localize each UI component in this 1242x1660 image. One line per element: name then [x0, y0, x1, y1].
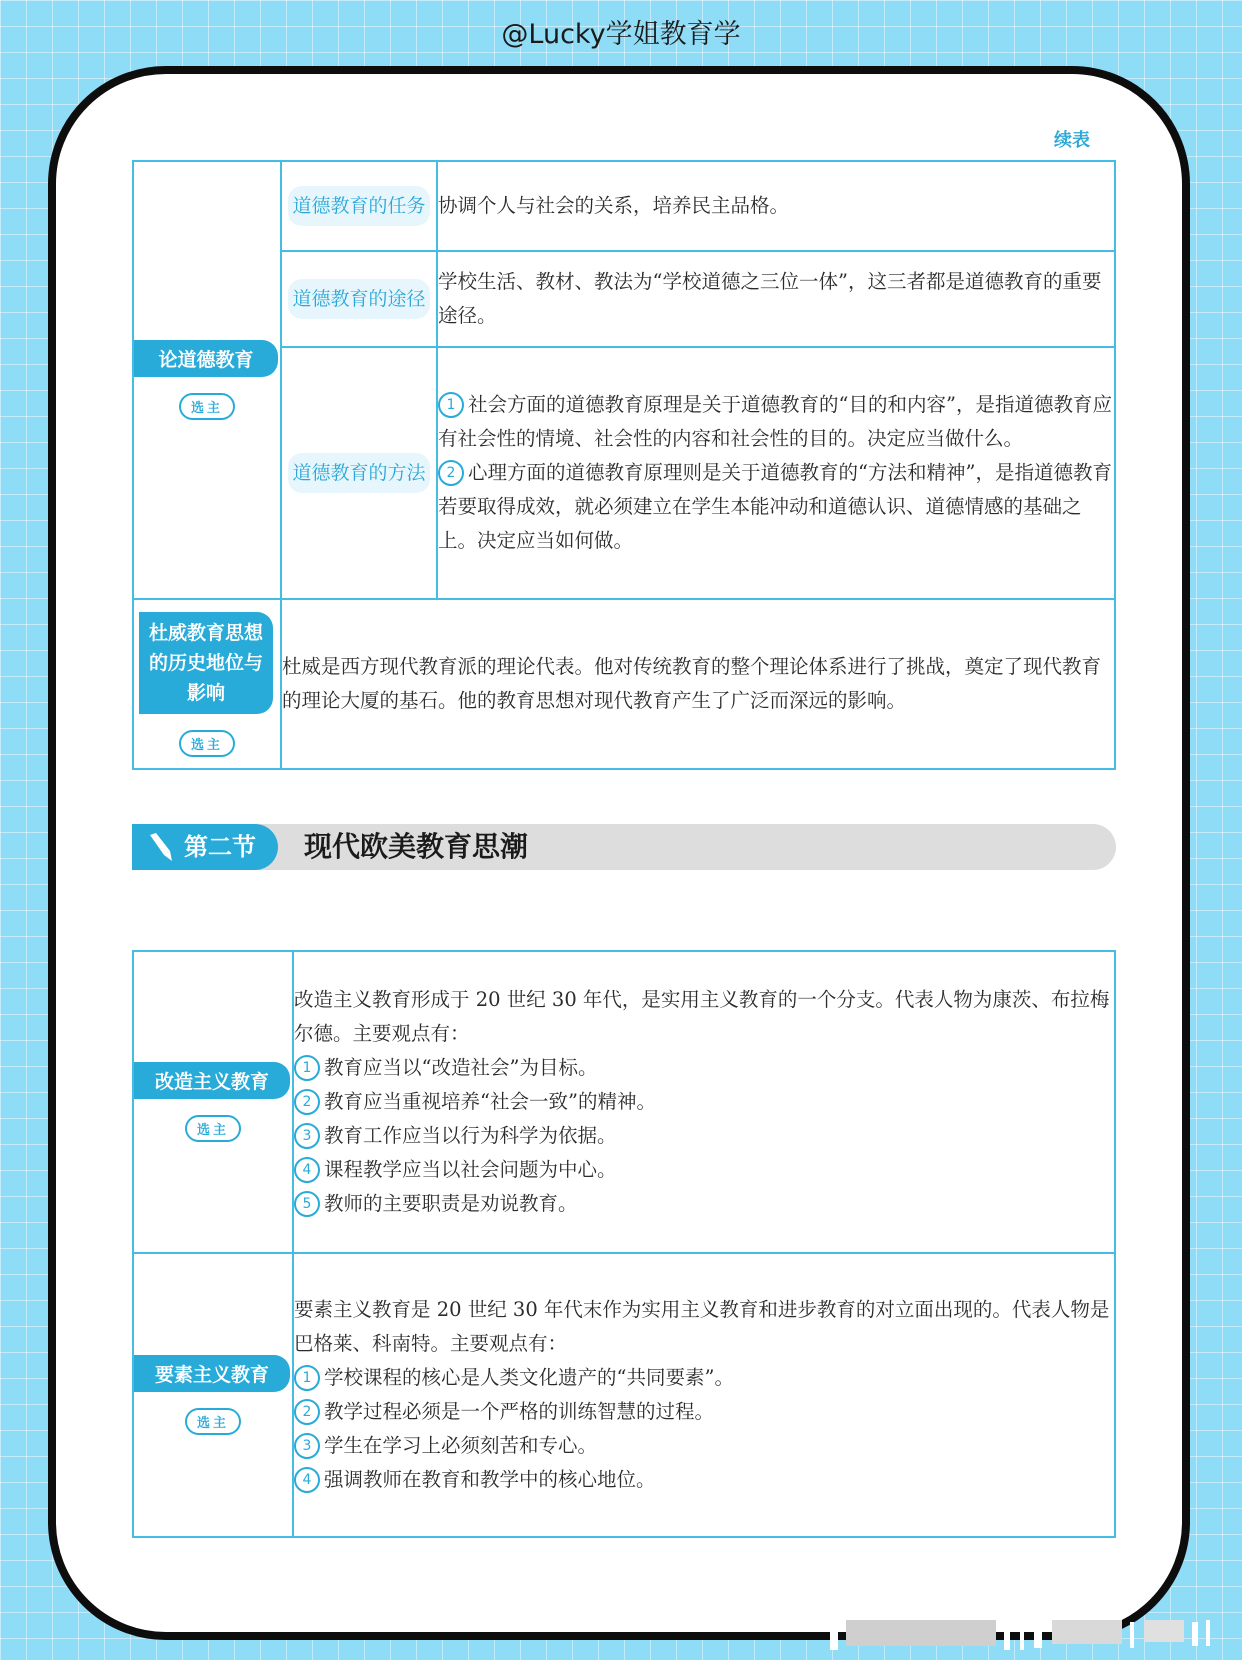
reconstruction-cell [133, 951, 293, 1253]
option-badge: 选主 [185, 1115, 241, 1142]
dewey-cell [133, 599, 281, 769]
text-cell [293, 951, 1115, 1253]
number-badge: 4 [294, 1157, 320, 1183]
sub-cell [281, 347, 437, 599]
watermark: @Lucky学姐教育学 [501, 19, 741, 50]
table-row [133, 1253, 1115, 1537]
number-badge: 2 [294, 1089, 320, 1115]
text-cell [293, 1253, 1115, 1537]
list-item: 2 心理方面的道德教育原理则是关于道德教育的“方法和精神”，是指道德教育若要取得成效，就必须建立在学生本能冲动和道德认识、道德情感的基础之上。决定应当如何做。 [438, 461, 1112, 552]
text-cell: 协调个人与社会的关系，培养民主品格。 [437, 161, 1115, 251]
subheading: 道德教育的途径 [288, 279, 430, 319]
section-heading [132, 824, 1116, 870]
trends-table [132, 950, 1116, 1538]
list-item: 1 社会方面的道德教育原理是关于道德教育的“目的和内容”，是指道德教育应有社会性的情境、社会性的内容和社会性的目的。决定应当做什么。 [438, 393, 1112, 450]
section-title: 现代欧美教育思潮 [304, 830, 529, 863]
list-item: 2 教育应当重视培养“社会一致”的精神。 [294, 1085, 1114, 1119]
subheading: 道德教育的方法 [288, 453, 430, 493]
list-item: 4 强调教师在教育和教学中的核心地位。 [294, 1463, 1114, 1497]
option-badge: 选主 [185, 1408, 241, 1435]
reconstruction-label: 改造主义教育 [134, 1062, 290, 1099]
barcode-strip [0, 1600, 1242, 1660]
section-tag [132, 824, 278, 870]
sub-cell [281, 161, 437, 251]
number-badge: 1 [294, 1365, 320, 1391]
number-badge: 2 [294, 1399, 320, 1425]
number-badge: 1 [294, 1055, 320, 1081]
moral-education-label: 论道德教育 [134, 340, 278, 377]
option-badge: 选主 [179, 393, 235, 420]
table-row [133, 599, 1115, 769]
dewey-table [132, 160, 1116, 770]
intro-text: 改造主义教育形成于 20 世纪 30 年代，是实用主义教育的一个分支。代表人物为康茨、布拉梅尔德。主要观点有： [294, 988, 1110, 1045]
subheading: 道德教育的任务 [288, 186, 430, 226]
number-badge: 1 [438, 392, 464, 418]
list-item: 5 教师的主要职责是劝说教育。 [294, 1187, 1114, 1221]
number-badge: 5 [294, 1191, 320, 1217]
table-row [133, 161, 1115, 251]
list-item: 3 学生在学习上必须刻苦和专心。 [294, 1429, 1114, 1463]
moral-education-cell [133, 161, 281, 599]
table-row [133, 347, 1115, 599]
number-badge: 4 [294, 1467, 320, 1493]
number-badge: 3 [294, 1433, 320, 1459]
continued-label: 续表 [1054, 130, 1090, 151]
essentialism-label: 要素主义教育 [134, 1355, 290, 1392]
list-item: 1 教育应当以“改造社会”为目标。 [294, 1051, 1114, 1085]
intro-text: 要素主义教育是 20 世纪 30 年代末作为实用主义教育和进步教育的对立面出现的。代表人物是巴格莱、科南特。主要观点有： [294, 1298, 1110, 1355]
text-cell [437, 347, 1115, 599]
sub-cell [281, 251, 437, 347]
table-row [133, 951, 1115, 1253]
list-item: 1 学校课程的核心是人类文化遗产的“共同要素”。 [294, 1361, 1114, 1395]
option-badge: 选主 [179, 730, 235, 757]
dewey-label: 杜威教育思想的历史地位与影响 [139, 612, 273, 714]
list-item: 2 教学过程必须是一个严格的训练智慧的过程。 [294, 1395, 1114, 1429]
list-item: 4 课程教学应当以社会问题为中心。 [294, 1153, 1114, 1187]
document-page [56, 74, 1182, 1632]
number-badge: 3 [294, 1123, 320, 1149]
table-row [133, 251, 1115, 347]
list-item: 3 教育工作应当以行为科学为依据。 [294, 1119, 1114, 1153]
essentialism-cell [133, 1253, 293, 1537]
text-cell: 学校生活、教材、教法为“学校道德之三位一体”，这三者都是道德教育的重要途径。 [437, 251, 1115, 347]
pencil-icon [144, 831, 176, 863]
page-frame [48, 66, 1190, 1640]
section-label: 第二节 [184, 833, 256, 861]
number-badge: 2 [438, 460, 464, 486]
text-cell: 杜威是西方现代教育派的理论代表。他对传统教育的整个理论体系进行了挑战，奠定了现代教育的理论大厦的基石。他的教育思想对现代教育产生了广泛而深远的影响。 [281, 599, 1115, 769]
